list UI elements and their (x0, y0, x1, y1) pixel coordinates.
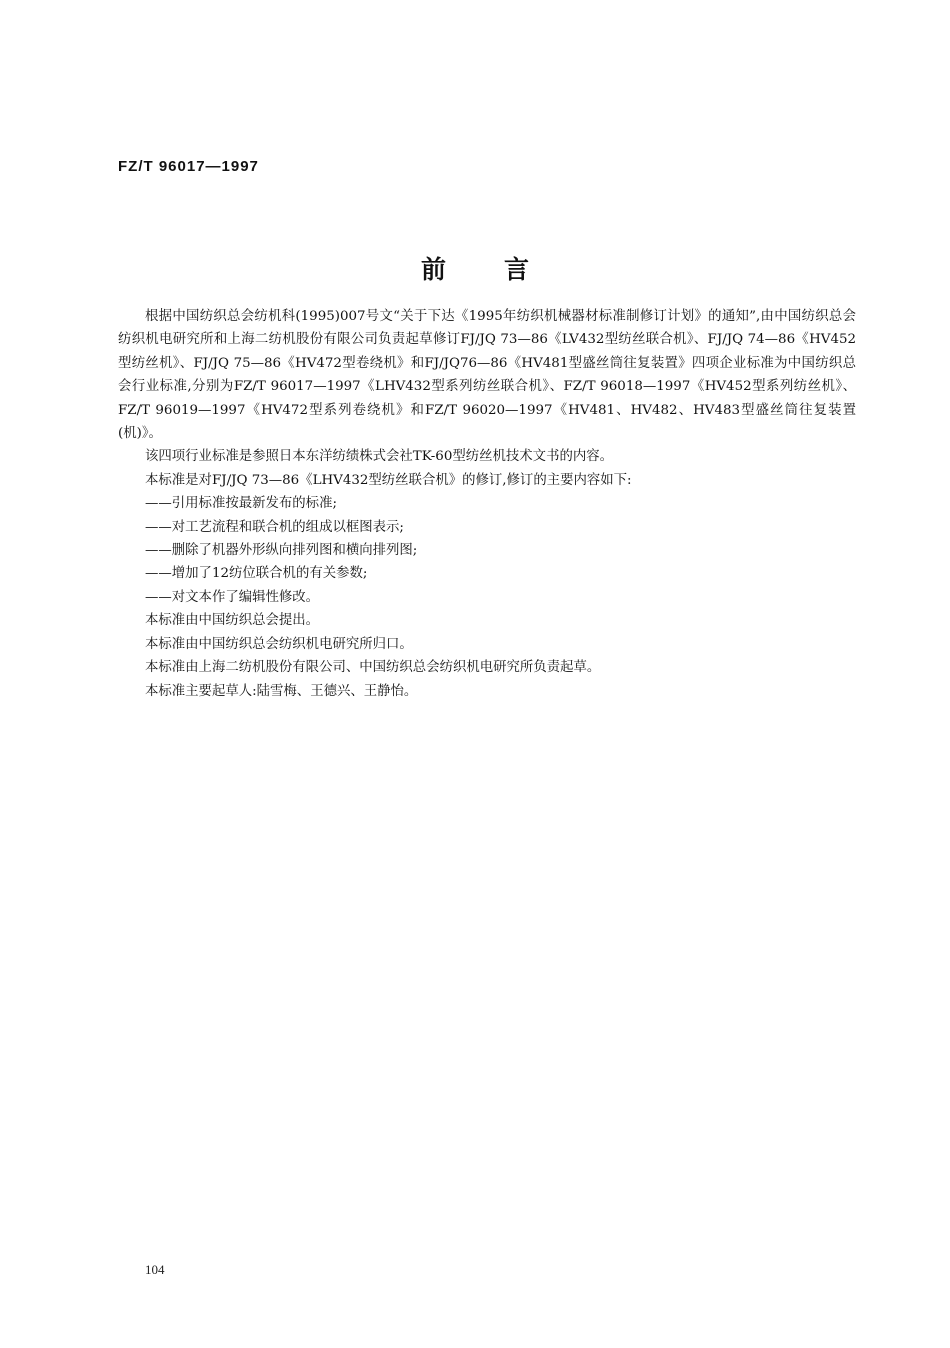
paragraph-revision-intro: 本标准是对FJ/JQ 73—86《LHV432型纺丝联合机》的修订,修订的主要内容如下: (145, 472, 632, 488)
paragraph-proposed-by: 本标准由中国纺织总会提出。 (145, 613, 320, 629)
page-number: 104 (145, 1262, 165, 1277)
revision-item: ——对工艺流程和联合机的组成以框图表示; (145, 519, 404, 535)
page-title: 前言 (420, 255, 587, 284)
paragraph-drafted-by: 本标准由上海二纺机股份有限公司、中国纺织总会纺织机电研究所负责起草。 (145, 660, 601, 676)
paragraph-background: 根据中国纺织总会纺机科(1995)007号文“关于下达《1995年纺织机械器材标准制修订计划》的通知”,由中国纺织总会纺织机电研究所和上海二纺机股份有限公司负责起草修订FJ/JQ 73—86《LV432型纺丝联合机》、FJ/JQ 74—86《HV452型纺丝机》、FJ/JQ 75—86《HV472型卷绕机》和FJ/JQ76—86《HV481型盛丝筒往复装置》四项企业标准为中国纺织总会行业标准,分别为FZ/T 96017—1997《LHV432型系列纺丝联合机》、FZ/T 96018—1997《HV452型系列纺丝机》、FZ/T 96019—1997《HV472型系列卷绕机》和FZ/T 96020—1997《HV481、HV482、HV483型盛丝筒往复装置(机)》。 (118, 309, 856, 442)
paragraph-drafters: 本标准主要起草人:陆雪梅、王德兴、王静怡。 (145, 683, 418, 699)
revision-item: ——删除了机器外形纵向排列图和横向排列图; (145, 543, 418, 559)
preface-body (118, 305, 856, 703)
paragraph-centralized-by: 本标准由中国纺织总会纺织机电研究所归口。 (145, 636, 413, 652)
revision-item: ——对文本作了编辑性修改。 (145, 589, 320, 605)
standard-code: FZ/T 96017—1997 (118, 158, 259, 175)
revision-item: ——增加了12纺位联合机的有关参数; (145, 566, 368, 582)
paragraph-reference: 该四项行业标准是参照日本东洋纺绩株式会社TK-60型纺丝机技术文书的内容。 (145, 449, 614, 465)
revision-item: ——引用标准按最新发布的标准; (145, 496, 337, 512)
